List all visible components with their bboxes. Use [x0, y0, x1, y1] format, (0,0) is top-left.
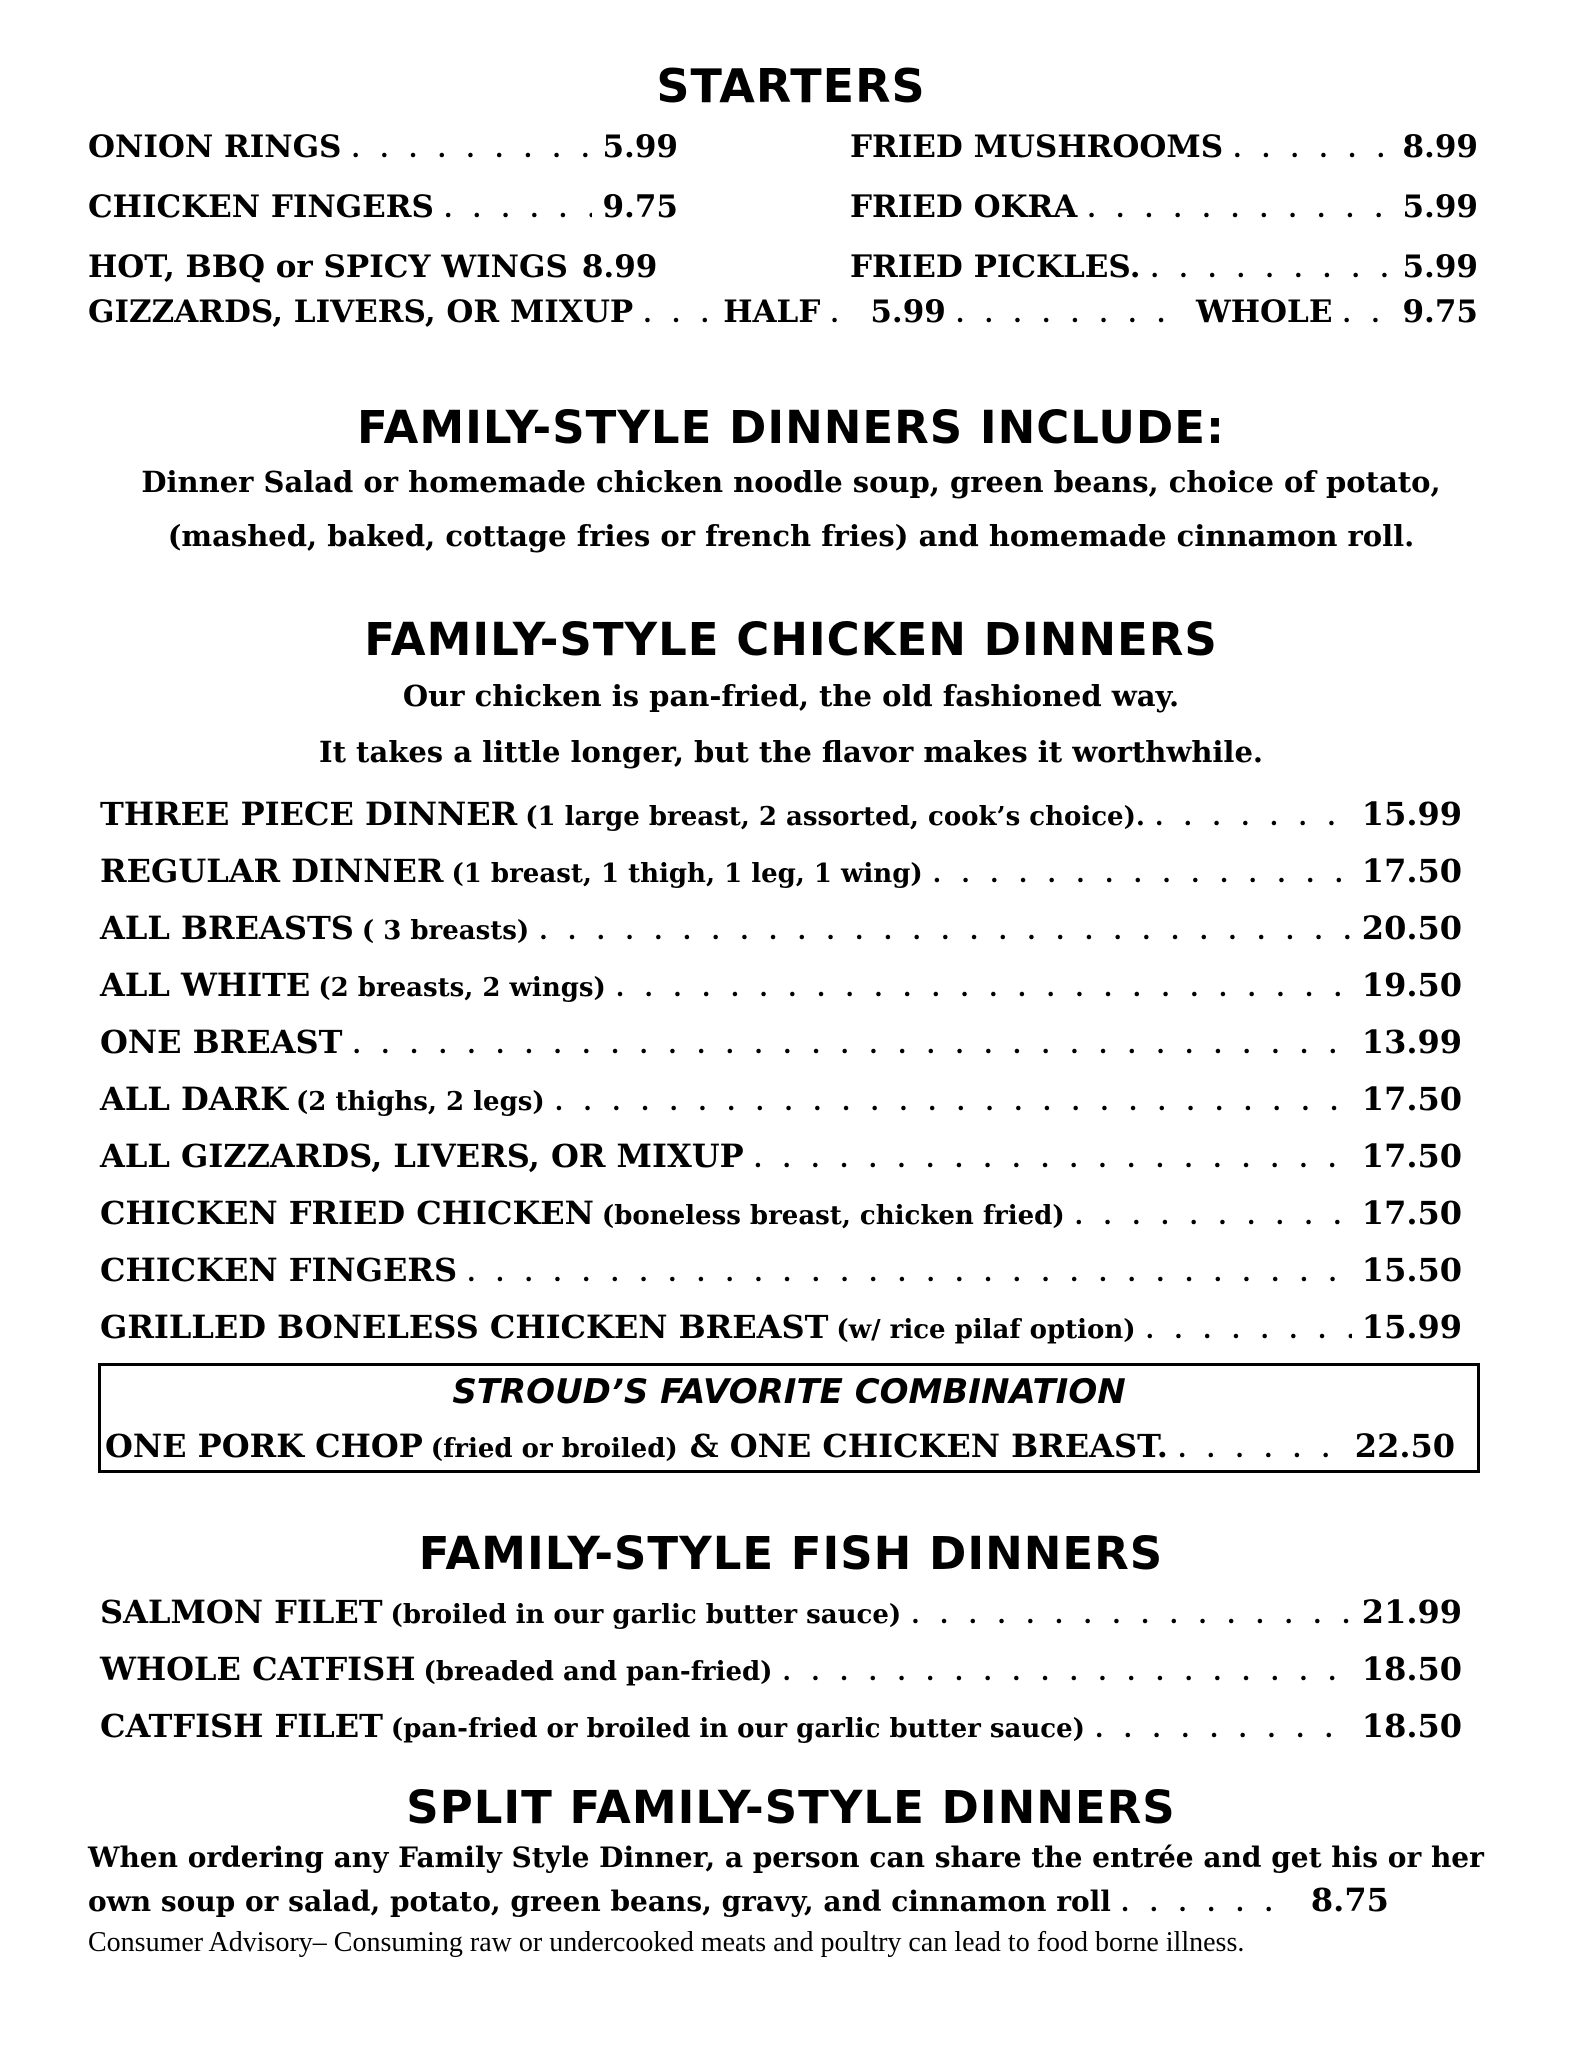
leader-dots: [1087, 189, 1392, 229]
gizzards-name: GIZZARDS, LIVERS, OR MIXUP: [88, 294, 634, 330]
combo-desc: (fried or broiled): [430, 1434, 678, 1464]
leader-dots: [754, 1139, 1352, 1179]
chicken-subtitle: It takes a little longer, but the flavor makes it worthwhile.: [319, 735, 1263, 769]
chicken-item: [100, 1250, 1462, 1293]
starter-name: CHICKEN FINGERS: [88, 189, 434, 225]
chicken-name: CHICKEN FRIED CHICKEN: [100, 1194, 594, 1232]
chicken-item: [100, 965, 1462, 1008]
chicken-desc: ( 3 breasts): [361, 916, 530, 946]
starter-price: 5.99: [1402, 249, 1478, 285]
chicken-price: 17.50: [1361, 852, 1462, 890]
fish-name: CATFISH FILET: [100, 1707, 383, 1745]
chicken-name: ALL WHITE: [100, 966, 311, 1004]
chicken-heading: FAMILY-STYLE CHICKEN DINNERS: [364, 613, 1218, 666]
combo-name: & ONE CHICKEN BREAST.: [689, 1427, 1168, 1465]
starter-name: HOT, BBQ or SPICY WINGS: [88, 249, 568, 285]
starter-item: [850, 187, 1478, 229]
combo-price: 22.50: [1354, 1427, 1455, 1465]
leader-dots: [555, 1082, 1352, 1122]
chicken-price: 15.99: [1361, 795, 1462, 833]
starter-item: [850, 247, 1478, 289]
starter-name: FRIED PICKLES.: [850, 249, 1141, 285]
consumer-advisory: Consumer Advisory– Consuming raw or undercooked meats and poultry can lead to food borne illness.: [88, 1927, 1245, 1958]
split-line: own soup or salad, potato, green beans, gravy, and cinnamon roll: [88, 1885, 1111, 1918]
chicken-price: 13.99: [1361, 1023, 1462, 1061]
leader-dots: [467, 1253, 1352, 1293]
chicken-item: [100, 1022, 1462, 1065]
leader-dots: [1121, 1883, 1271, 1923]
starter-price: 8.99: [1402, 129, 1478, 165]
leader-dots: [956, 294, 1186, 334]
chicken-item: [100, 794, 1462, 837]
starters-heading: STARTERS: [656, 59, 926, 113]
leader-dots: [1178, 1429, 1345, 1469]
fish-item: [100, 1706, 1462, 1749]
starter-item: [88, 127, 678, 169]
starter-item: [850, 127, 1478, 169]
chicken-price: 15.50: [1361, 1251, 1462, 1289]
starter-name: FRIED MUSHROOMS: [850, 129, 1224, 165]
chicken-item: [100, 1193, 1462, 1236]
leader-dots: [911, 1595, 1352, 1635]
chicken-subtitle: Our chicken is pan-fried, the old fashioned way.: [402, 679, 1180, 713]
chicken-item: [100, 1079, 1462, 1122]
starter-price: 5.99: [1402, 189, 1478, 225]
fish-desc: (breaded and pan-fried): [423, 1657, 773, 1687]
leader-dots: [643, 294, 713, 334]
fish-heading: FAMILY-STYLE FISH DINNERS: [418, 1527, 1164, 1580]
fish-desc: (pan-fried or broiled in our garlic butter sauce): [390, 1714, 1085, 1744]
starter-price: 9.75: [602, 189, 678, 225]
leader-dots: [352, 1025, 1351, 1065]
chicken-desc: (1 large breast, 2 assorted, cook’s choice).: [525, 802, 1145, 832]
chicken-desc: (1 breast, 1 thigh, 1 leg, 1 wing): [451, 859, 923, 889]
leader-dots: [1233, 129, 1392, 169]
starter-item: [88, 247, 678, 287]
chicken-desc: (boneless breast, chicken fried): [601, 1201, 1065, 1231]
chicken-price: 19.50: [1361, 966, 1462, 1004]
gizzards-starter: [88, 292, 1478, 334]
chicken-price: 20.50: [1361, 909, 1462, 947]
fish-price: 21.99: [1361, 1593, 1462, 1631]
starter-name: ONION RINGS: [88, 129, 342, 165]
chicken-item: [100, 1307, 1462, 1350]
split-heading: SPLIT FAMILY-STYLE DINNERS: [406, 1781, 1176, 1834]
starter-price: 8.99: [581, 249, 658, 285]
leader-dots: [616, 968, 1352, 1008]
split-item: [88, 1880, 1398, 1923]
leader-dots: [1342, 294, 1392, 334]
starter-item: [88, 187, 678, 229]
chicken-name: REGULAR DINNER: [100, 852, 444, 890]
starter-name: FRIED OKRA: [850, 189, 1078, 225]
leader-dots: [539, 911, 1352, 951]
includes-line: (mashed, baked, cottage fries or french fries) and homemade cinnamon roll.: [167, 519, 1415, 553]
leader-dots: [1095, 1709, 1352, 1749]
leader-dots: [1146, 1310, 1352, 1350]
chicken-name: CHICKEN FINGERS: [100, 1251, 458, 1289]
leader-dots: [1075, 1196, 1352, 1236]
combo-title: STROUD’S FAVORITE COMBINATION: [452, 1372, 1126, 1412]
leader-dots: [782, 1652, 1351, 1692]
chicken-name: ONE BREAST: [100, 1023, 343, 1061]
leader-dots: [1151, 249, 1393, 289]
combo-name: ONE PORK CHOP: [105, 1427, 423, 1465]
whole-label: WHOLE: [1195, 294, 1333, 330]
chicken-price: 17.50: [1361, 1194, 1462, 1232]
chicken-desc: (2 breasts, 2 wings): [318, 973, 606, 1003]
chicken-price: 17.50: [1361, 1137, 1462, 1175]
whole-price: 9.75: [1402, 294, 1478, 330]
leader-dots: [933, 854, 1352, 894]
chicken-desc: (w/ rice pilaf option): [836, 1315, 1136, 1345]
fish-price: 18.50: [1361, 1650, 1462, 1688]
chicken-name: ALL BREASTS: [100, 909, 354, 947]
half-price: 5.99: [870, 294, 946, 330]
fish-desc: (broiled in our garlic butter sauce): [390, 1600, 902, 1630]
fish-name: WHOLE CATFISH: [100, 1650, 416, 1688]
combo-item: [105, 1426, 1455, 1469]
leader-dots: [1155, 797, 1352, 837]
chicken-name: THREE PIECE DINNER: [100, 795, 518, 833]
leader-dots: [351, 129, 592, 169]
chicken-price: 15.99: [1361, 1308, 1462, 1346]
fish-name: SALMON FILET: [100, 1593, 383, 1631]
chicken-price: 17.50: [1361, 1080, 1462, 1118]
starter-price: 5.99: [602, 129, 678, 165]
chicken-name: ALL GIZZARDS, LIVERS, OR MIXUP: [100, 1137, 744, 1175]
leader-dots: [444, 189, 593, 229]
chicken-name: ALL DARK: [100, 1080, 288, 1118]
chicken-desc: (2 thighs, 2 legs): [295, 1087, 545, 1117]
includes-line: Dinner Salad or homemade chicken noodle soup, green beans, choice of potato,: [141, 465, 1441, 499]
chicken-item: [100, 908, 1462, 951]
fish-item: [100, 1592, 1462, 1635]
combo-box: [98, 1363, 1480, 1473]
fish-price: 18.50: [1361, 1707, 1462, 1745]
split-line: When ordering any Family Style Dinner, a person can share the entrée and get his or her: [88, 1841, 1484, 1874]
chicken-item: [100, 851, 1462, 894]
fish-item: [100, 1649, 1462, 1692]
includes-heading: FAMILY-STYLE DINNERS INCLUDE:: [356, 401, 1226, 454]
leader-dots: [830, 294, 860, 334]
chicken-item: [100, 1136, 1462, 1179]
chicken-name: GRILLED BONELESS CHICKEN BREAST: [100, 1308, 829, 1346]
half-label: HALF: [723, 294, 821, 330]
split-price: 8.75: [1310, 1881, 1389, 1919]
